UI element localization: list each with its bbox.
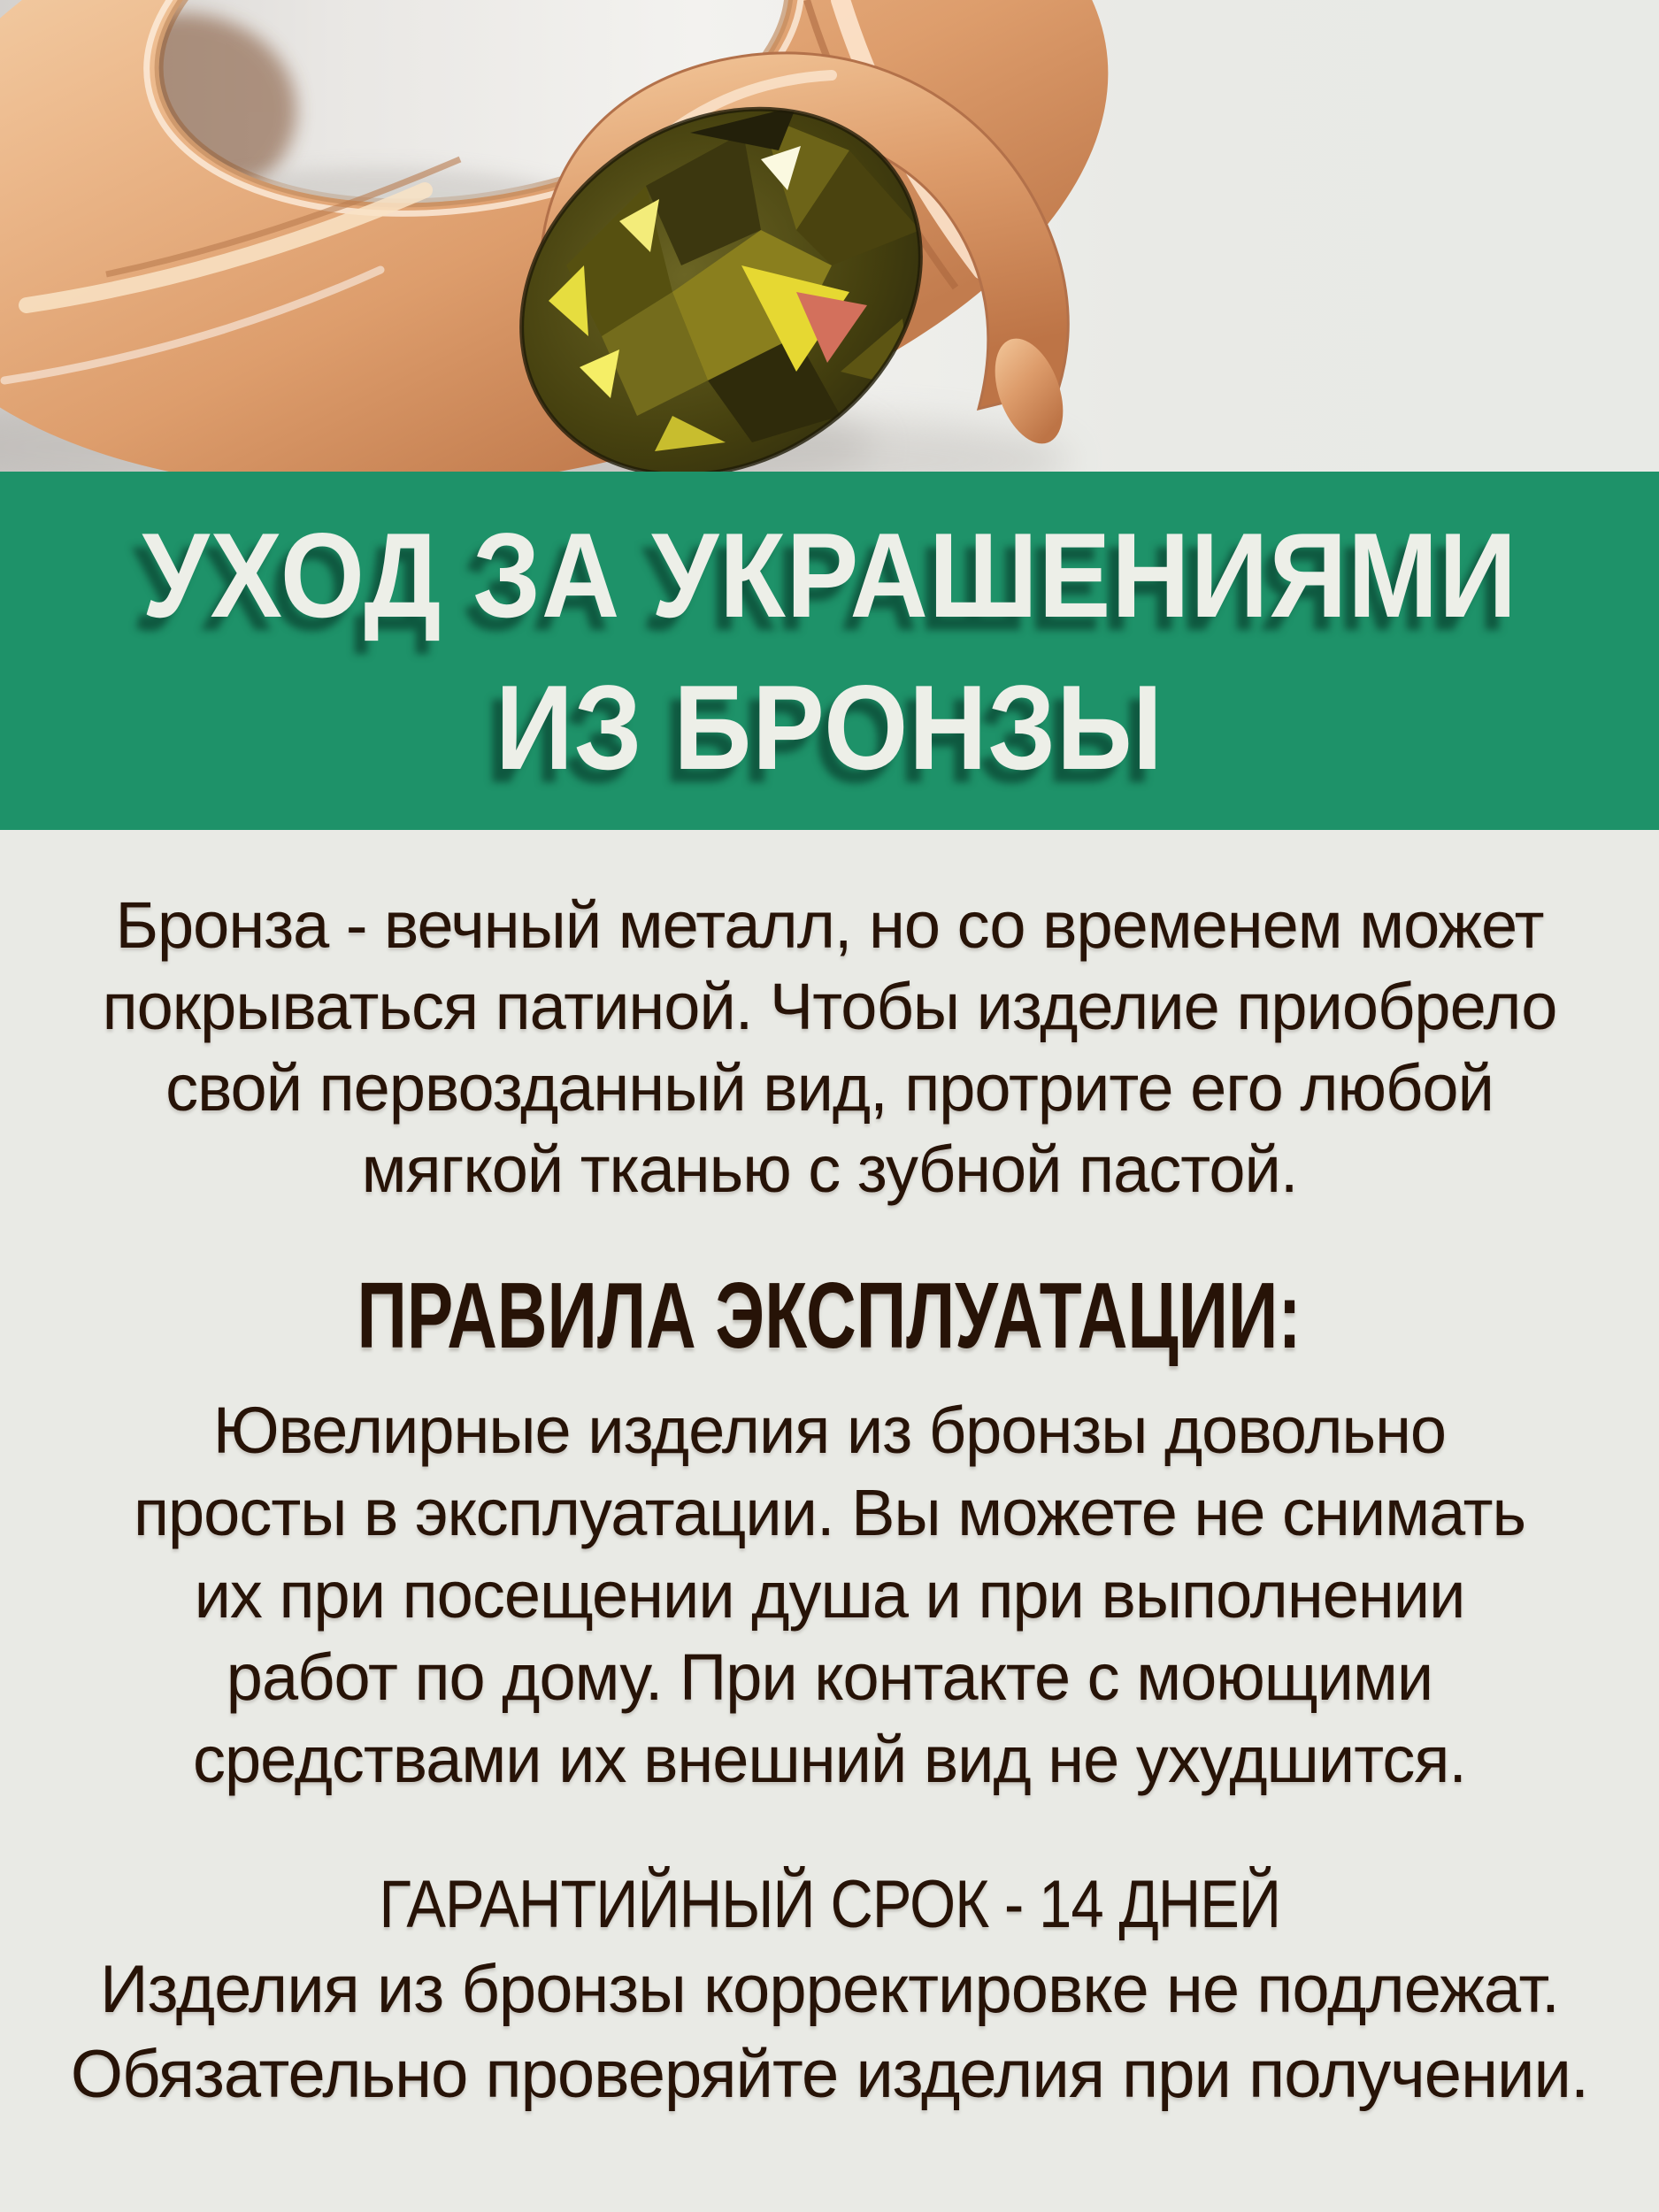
intro-line: мягкой тканью с зубной пастой.	[361, 1133, 1298, 1206]
intro-paragraph	[0, 885, 1659, 1210]
care-instructions	[0, 885, 1659, 2117]
warranty-term-text: ГАРАНТИЙНЫЙ СРОК - 14 ДНЕЙ	[379, 1867, 1280, 1942]
banner-title-line-1	[65, 499, 1594, 651]
intro-line: свой первозданный вид, протрите его любой	[165, 1051, 1494, 1125]
rules-paragraph	[0, 1389, 1659, 1801]
rules-line: просты в эксплуатации. Вы можете не снимать	[133, 1476, 1526, 1549]
rules-line: средствами их внешний вид не ухудшится.	[193, 1723, 1466, 1796]
rules-heading	[0, 1258, 1659, 1373]
care-banner	[0, 472, 1659, 830]
warranty-term-line	[0, 1863, 1659, 1947]
warranty-line: Обязательно проверяйте изделия при получении.	[70, 2037, 1589, 2112]
rules-line: их при посещении душа и при выполнении	[194, 1558, 1465, 1632]
banner-title-line-2	[458, 651, 1201, 803]
banner-title-text-2: ИЗ БРОНЗЫ	[495, 659, 1164, 795]
rules-line: работ по дому. При контакте с моющими	[226, 1640, 1433, 1714]
intro-line: покрываться патиной. Чтобы изделие приобрело	[102, 970, 1557, 1043]
hero-photo	[0, 0, 1659, 472]
rules-line: Ювелирные изделия из бронзы довольно	[212, 1394, 1447, 1467]
rules-heading-text: ПРАВИЛА ЭКСПЛУАТАЦИИ:	[357, 1263, 1302, 1368]
banner-title-text-1: УХОД ЗА УКРАШЕНИЯМИ	[142, 507, 1517, 642]
warranty-line: Изделия из бронзы корректировке не подлежат.	[99, 1952, 1560, 2027]
ring-illustration	[0, 0, 1659, 472]
intro-line: Бронза - вечный металл, но со временем может	[115, 888, 1544, 962]
warranty-block	[0, 1863, 1659, 2117]
